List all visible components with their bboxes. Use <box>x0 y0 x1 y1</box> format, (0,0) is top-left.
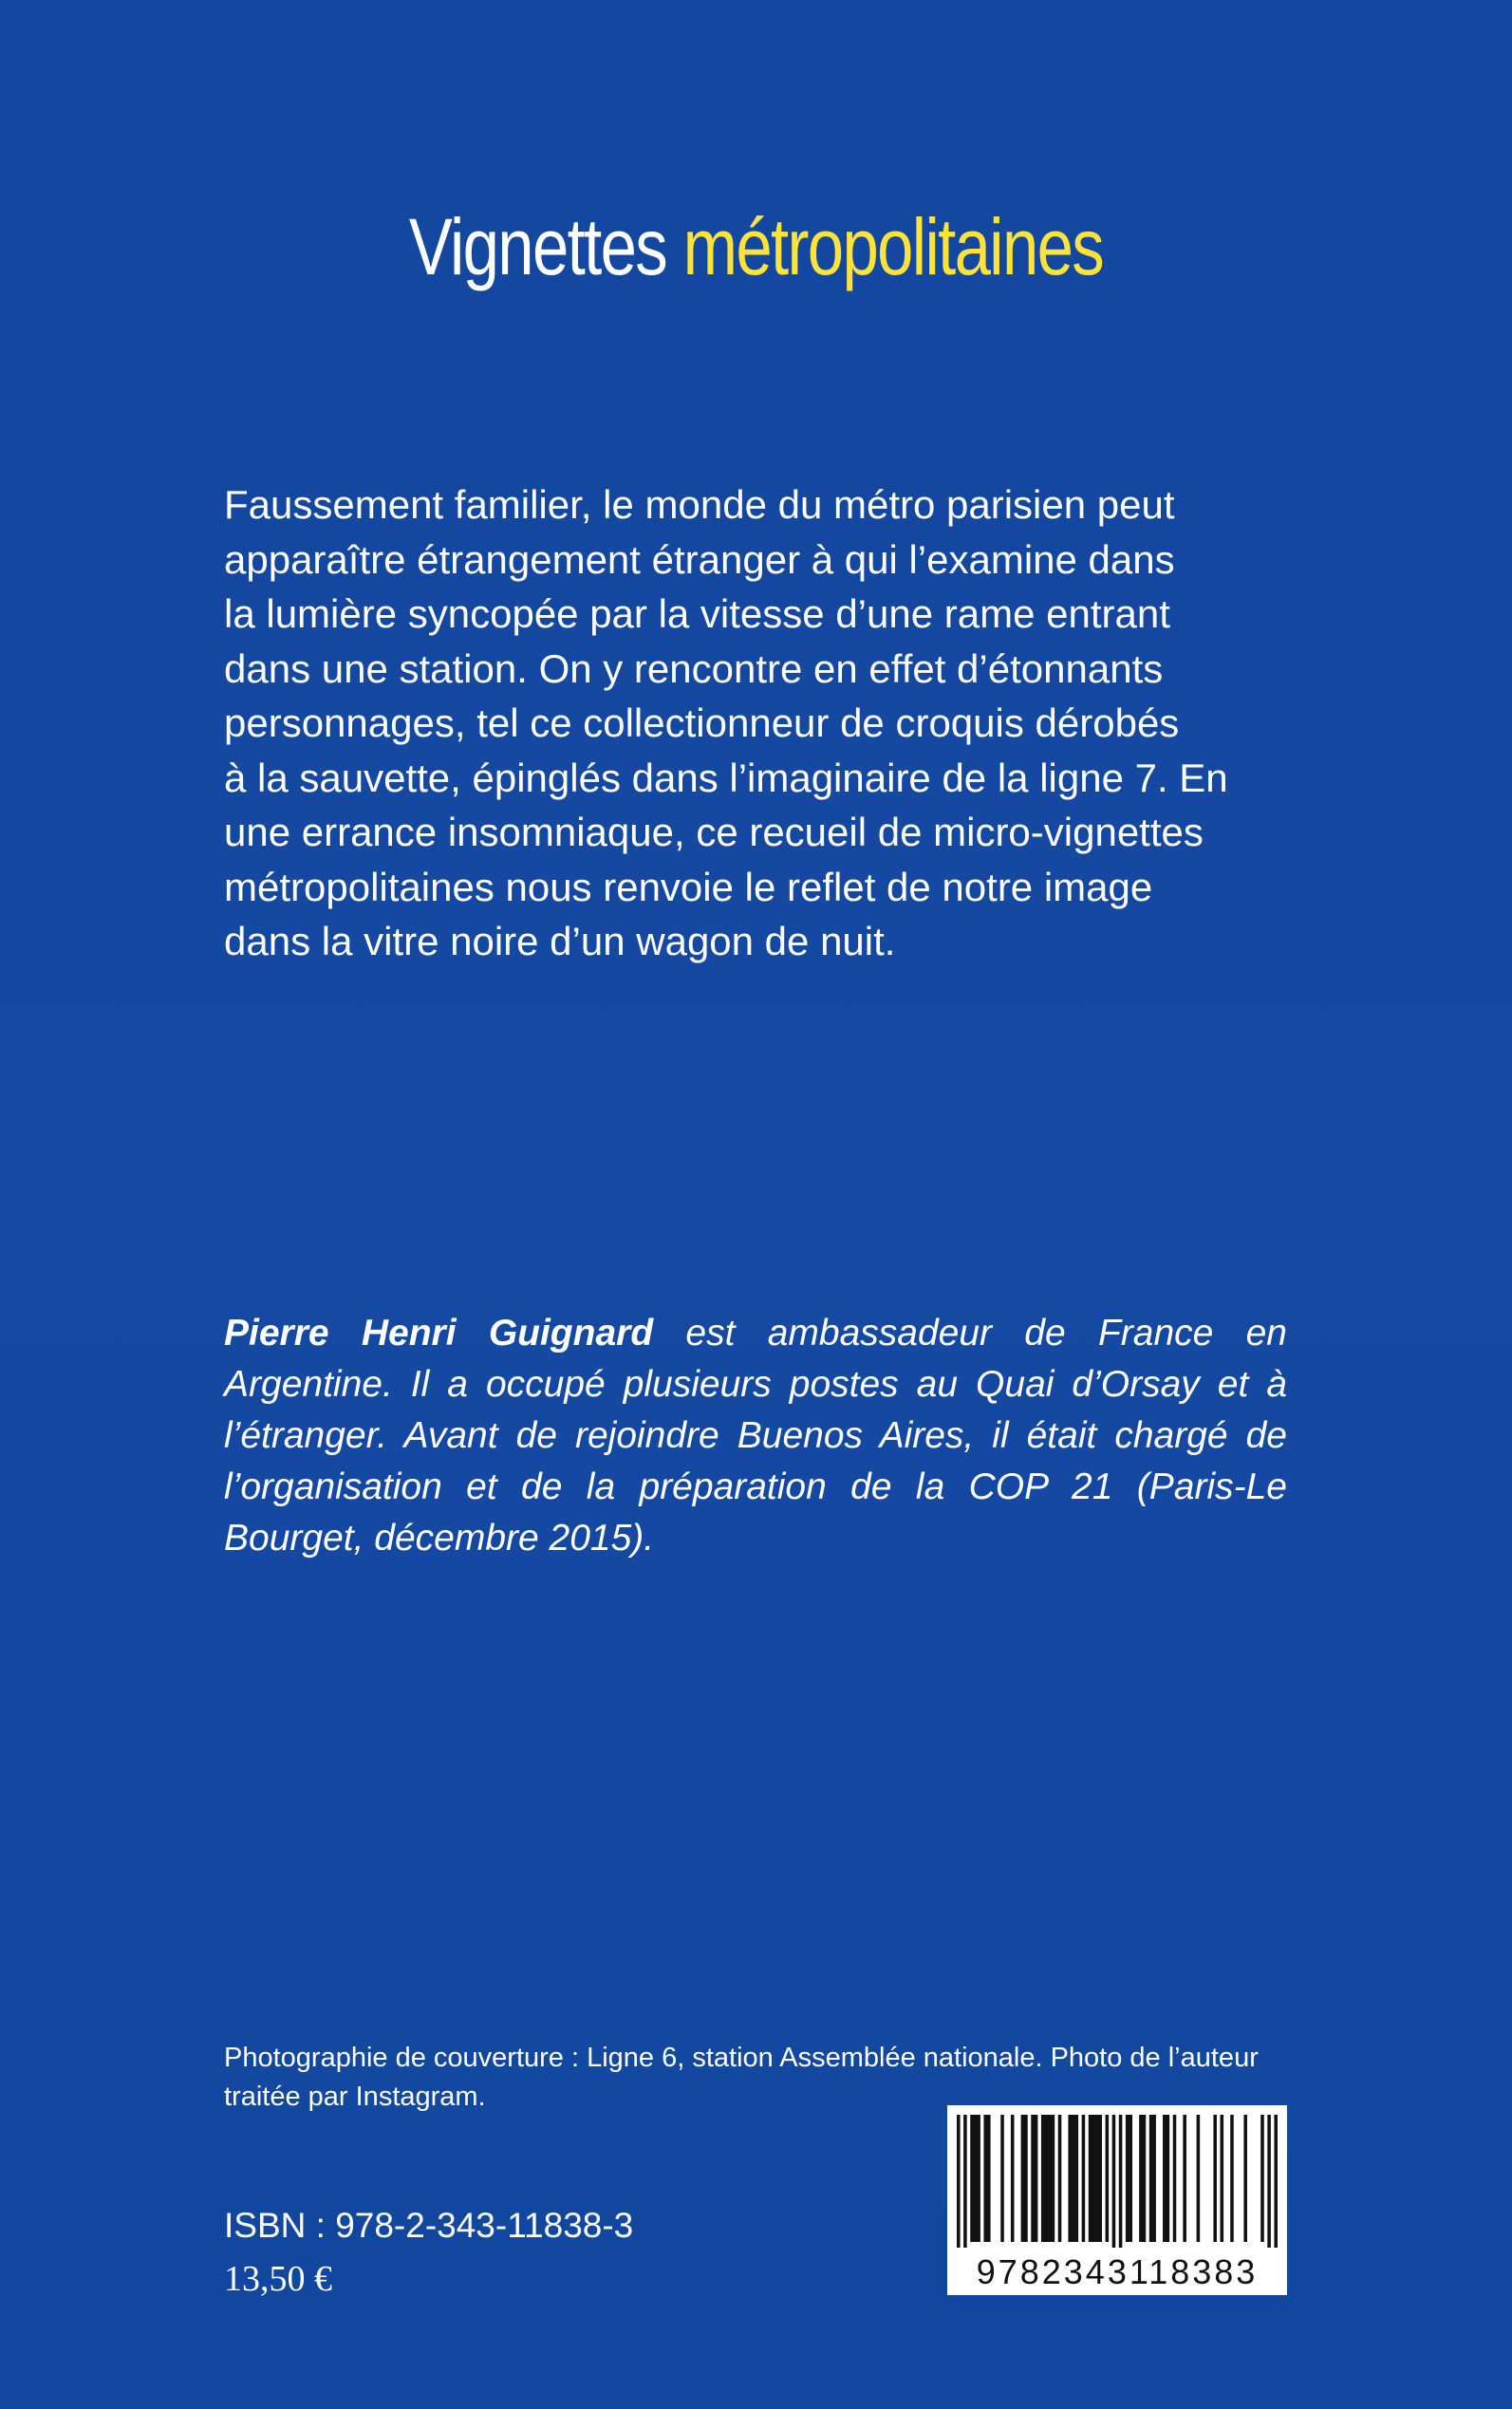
barcode-bar <box>957 2115 961 2248</box>
barcode-bar <box>1031 2115 1037 2242</box>
price: 13,50 € <box>224 2259 332 2299</box>
title-part-1: Vignettes <box>408 202 683 291</box>
barcode-bar <box>1112 2115 1116 2248</box>
barcode-bar <box>1126 2115 1132 2242</box>
author-name: Pierre Henri Guignard <box>224 1313 654 1354</box>
barcode-bar <box>970 2115 980 2242</box>
barcode-bar <box>1267 2115 1271 2248</box>
barcode-bar <box>1197 2115 1201 2242</box>
barcode-bar <box>1213 2115 1217 2242</box>
photo-credit-line-2: traitée par Instagram. <box>224 2082 486 2112</box>
barcode-bar <box>1230 2115 1234 2242</box>
barcode-bar <box>1089 2115 1102 2242</box>
barcode-bar <box>983 2115 990 2242</box>
barcode-bar <box>1163 2115 1169 2242</box>
barcode-bar <box>1183 2115 1186 2242</box>
photo-credit-line-1: Photographie de couverture : Ligne 6, station Assemblée nationale. Photo de l’auteur <box>224 2043 1259 2073</box>
barcode-bar <box>1021 2115 1028 2242</box>
barcode-bar <box>1139 2115 1146 2242</box>
summary-text: Faussement familier, le monde du métro parisien peut apparaître étrangement étranger à qui l’examine dans la lumière syncopée par la vitesse d’une rame entrant dans une station. On y rencontre en effet d’étonnants personnages, tel ce collectionneur de croquis dérobés à la sauvette, épinglés dans l’imaginaire de la ligne 7. En une errance insomniaque, ce recueil de micro-vignettes métropolitaines nous renvoie le reflet de notre image dans la vitre noire d’un wagon de nuit. <box>224 482 1228 963</box>
barcode-bar <box>1082 2115 1086 2242</box>
barcode-bar <box>1243 2115 1247 2242</box>
barcode-bar <box>1041 2115 1055 2242</box>
book-title <box>136 195 1375 299</box>
barcode-bar <box>1149 2115 1156 2242</box>
barcode-bar <box>1119 2115 1123 2248</box>
barcode-bar <box>1274 2115 1278 2248</box>
barcode-bar <box>1221 2115 1224 2242</box>
barcode-bars <box>957 2115 1278 2248</box>
title-part-2: métropolitaines <box>682 202 1104 291</box>
barcode-bar <box>1011 2115 1015 2242</box>
author-bio <box>224 1308 1287 1564</box>
barcode-bar <box>1058 2115 1062 2242</box>
isbn: ISBN : 978-2-343-11838-3 <box>224 2206 634 2245</box>
barcode-bar <box>1000 2115 1004 2242</box>
barcode-bar <box>1173 2115 1177 2242</box>
barcode-bar <box>963 2115 967 2248</box>
barcode-bar <box>1106 2115 1110 2242</box>
barcode-digits: 9782343118383 <box>976 2252 1259 2291</box>
author-bio-text: est ambassadeur de France en Argentine. Il a occupé plusieurs postes au Quai d’Orsay et à l’étranger. Avant de rejoindre Buenos Aires, il était chargé de l’organisation et de la préparation de la COP 21 (Paris-Le Bourget, décembre 2015). <box>224 1313 1287 1559</box>
barcode <box>947 2105 1287 2295</box>
barcode-bar <box>1068 2115 1078 2242</box>
barcode-bar <box>1260 2115 1264 2242</box>
